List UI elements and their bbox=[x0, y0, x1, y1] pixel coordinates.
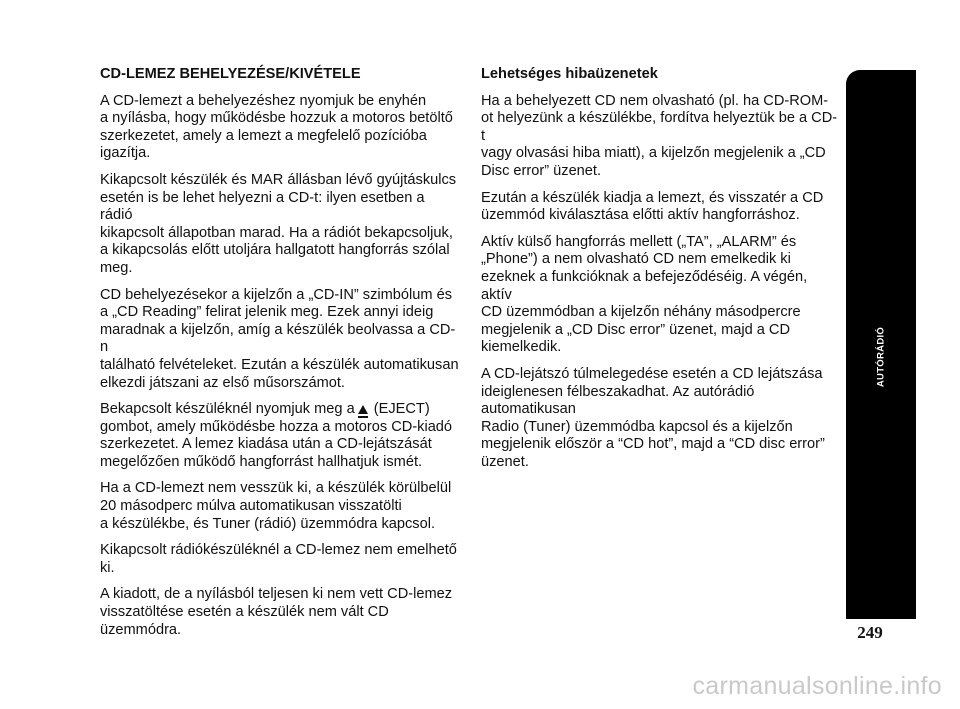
paragraph: Ha a CD-lemezt nem vesszük ki, a készülék körülbelül 20 másodperc múlva automatikusan visszatölti a készülékbe, és Tuner (rádió) üzemmódra kapcsol. bbox=[100, 480, 452, 532]
page-number: 249 bbox=[857, 623, 883, 642]
paragraph: Ezután a készülék kiadja a lemezt, és visszatér a CD üzemmód kiválasztása előtti aktív hangforráshoz. bbox=[481, 189, 824, 224]
eject-text-after: (EJECT) gombot, amely működésbe hozza a motoros CD-kiadó szerkezetet. A lemez kiadása után a CD-lejátszását megelőzően működő hangforrást hallhatjuk ismét. bbox=[100, 401, 453, 470]
eject-text-before: Bekapcsolt készüléknél nyomjuk meg a bbox=[100, 401, 355, 418]
section-heading: Lehetséges hibaüzenetek bbox=[481, 66, 658, 82]
paragraph: CD behelyezésekor a kijelzőn a „CD-IN” szimbólum és a „CD Reading” felirat jelenik meg. Ezek annyi ideig maradnak a kijelzőn, amíg a készülék beolvassa a CD-n található felvételeket. Ezután a készülék automatikusan elkezdi játszani az első műsorszámot. bbox=[100, 286, 459, 391]
paragraph: A CD-lejátszó túlmelegedése esetén a CD lejátszása ideiglenesen félbeszakadhat. Az autórádió automatikusan Radio (Tuner) üzemmódba kapcsol és a kijelzőn megjelenik először a “CD hot”, majd a “CD disc error” üzenet. bbox=[481, 365, 825, 470]
paragraph: A CD-lemezt a behelyezéshez nyomjuk be enyhén a nyílásba, hogy működésbe hozzuk a motoros betöltő szerkezetet, amely a lemezt a megfelelő pozícióba igazítja. bbox=[100, 92, 453, 162]
eject-paragraph bbox=[100, 401, 460, 471]
paragraph: Kikapcsolt készülék és MAR állásban lévő gyújtáskulcs esetén is be lehet helyezni a CD-t: ilyen esetben a rádió kikapcsolt állapotban marad. Ha a rádiót bekapcsoljuk, a kikapcsolás előtt utoljára hallgatott hangforrás szólal meg. bbox=[100, 171, 457, 276]
watermark: carmanualsonline.info bbox=[692, 672, 942, 700]
left-column bbox=[100, 66, 460, 648]
eject-icon bbox=[358, 405, 368, 414]
paragraph: Kikapcsolt rádiókészüléknél a CD-lemez nem emelhető ki. bbox=[100, 542, 457, 576]
paragraph: Aktív külső hangforrás mellett („TA”, „ALARM” és „Phone”) a nem olvasható CD nem emelkedik ki ezeknek a funkcióknak a befejeződéséig. A végén, aktív CD üzemmódban a kijelzőn néhány másodpercre megjelenik a „CD Disc error” üzenet, majd a CD kiemelkedik. bbox=[481, 233, 808, 356]
chapter-tab bbox=[846, 70, 916, 619]
paragraph: Ha a behelyezett CD nem olvasható (pl. ha CD-ROM- ot helyezünk a készülékbe, fordítva helyeztük be a CD-t vagy olvasási hiba miatt), a kijelzőn megjelenik a „CD Disc error” üzenet. bbox=[481, 92, 838, 179]
section-heading: CD-LEMEZ BEHELYEZÉSE/KIVÉTELE bbox=[100, 66, 361, 82]
paragraph: A kiadott, de a nyílásból teljesen ki nem vett CD-lemez visszatöltése esetén a készülék nem vált CD üzemmódra. bbox=[100, 586, 453, 638]
right-column bbox=[481, 66, 839, 480]
chapter-tab-label: AUTÓRÁDIÓ bbox=[875, 326, 887, 388]
